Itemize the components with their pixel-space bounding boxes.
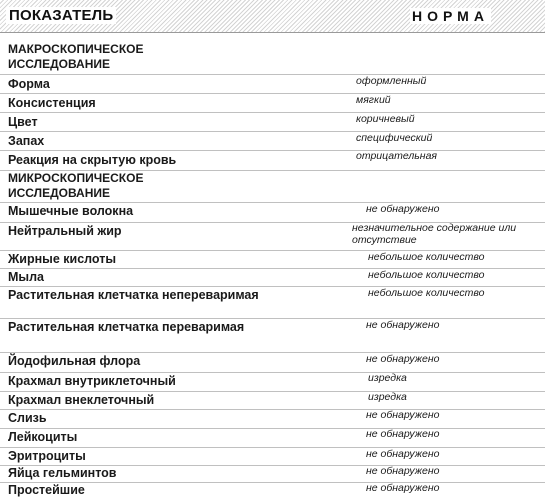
norm-value: оформленный xyxy=(356,75,427,87)
indicator-name: Растительная клетчатка непереваримая xyxy=(8,288,259,302)
norm-value: незначительное содержание или отсутствие xyxy=(352,222,517,246)
norm-value: не обнаружено xyxy=(366,428,440,440)
indicator-name: Мыла xyxy=(8,270,44,284)
indicator-name: Слизь xyxy=(8,411,47,425)
indicator-name: Йодофильная флора xyxy=(8,354,141,368)
indicator-name: Крахмал внеклеточный xyxy=(8,393,155,407)
table-row xyxy=(0,74,545,94)
section-row xyxy=(0,170,545,203)
norm-value: не обнаружено xyxy=(366,203,440,215)
norm-column-header: НОРМА xyxy=(412,8,489,24)
norm-value: коричневый xyxy=(356,113,415,125)
table-row xyxy=(0,150,545,171)
table-row xyxy=(0,286,545,319)
norm-value: изредка xyxy=(368,372,407,384)
table-row xyxy=(0,428,545,448)
table-row xyxy=(0,112,545,132)
section-title: МАКРОСКОПИЧЕСКОЕ ИССЛЕДОВАНИЕ xyxy=(8,42,144,71)
table-row xyxy=(0,250,545,269)
indicator-name: Жирные кислоты xyxy=(8,252,117,266)
norm-value: не обнаружено xyxy=(366,409,440,421)
table-row xyxy=(0,352,545,373)
table-row xyxy=(0,93,545,113)
norm-value: не обнаружено xyxy=(366,482,440,494)
indicator-name: Мышечные волокна xyxy=(8,204,134,218)
table-row xyxy=(0,372,545,392)
indicator-name: Эритроциты xyxy=(8,449,86,463)
indicator-name: Форма xyxy=(8,77,50,91)
section-title: МИКРОСКОПИЧЕСКОЕ ИССЛЕДОВАНИЕ xyxy=(8,171,144,200)
table-row xyxy=(0,222,545,251)
table-row xyxy=(0,465,545,483)
indicator-name: Реакция на скрытую кровь xyxy=(8,153,177,167)
norm-value: специфический xyxy=(356,132,433,144)
indicator-column-header: ПОКАЗАТЕЛЬ xyxy=(6,7,116,24)
norm-value: изредка xyxy=(368,391,407,403)
indicator-name: Консистенция xyxy=(8,96,96,110)
norm-value: небольшое количество xyxy=(368,269,485,281)
table-row xyxy=(0,447,545,466)
table-row xyxy=(0,202,545,223)
indicator-name: Лейкоциты xyxy=(8,430,78,444)
table-row xyxy=(0,268,545,287)
table-row xyxy=(0,409,545,429)
norm-value: не обнаружено xyxy=(366,448,440,460)
norm-value: не обнаружено xyxy=(366,353,440,365)
indicator-name: Нейтральный жир xyxy=(8,224,122,238)
table-header xyxy=(0,0,545,33)
indicator-name: Цвет xyxy=(8,115,38,129)
norm-value: отрицательная xyxy=(356,150,438,162)
table-row xyxy=(0,482,545,500)
indicator-name: Яйца гельминтов xyxy=(8,466,117,480)
norm-value: мягкий xyxy=(356,94,391,106)
norm-value: небольшое количество xyxy=(368,287,485,299)
indicator-name: Крахмал внутриклеточный xyxy=(8,374,176,388)
indicator-name: Простейшие xyxy=(8,483,85,497)
table-row xyxy=(0,131,545,151)
table-row xyxy=(0,318,545,353)
norm-value: не обнаружено xyxy=(366,319,440,331)
norm-value: небольшое количество xyxy=(368,251,485,263)
section-row xyxy=(0,38,545,75)
table-row xyxy=(0,391,545,410)
norm-value: не обнаружено xyxy=(366,465,440,477)
indicator-name: Запах xyxy=(8,134,45,148)
indicator-name: Растительная клетчатка переваримая xyxy=(8,320,245,334)
